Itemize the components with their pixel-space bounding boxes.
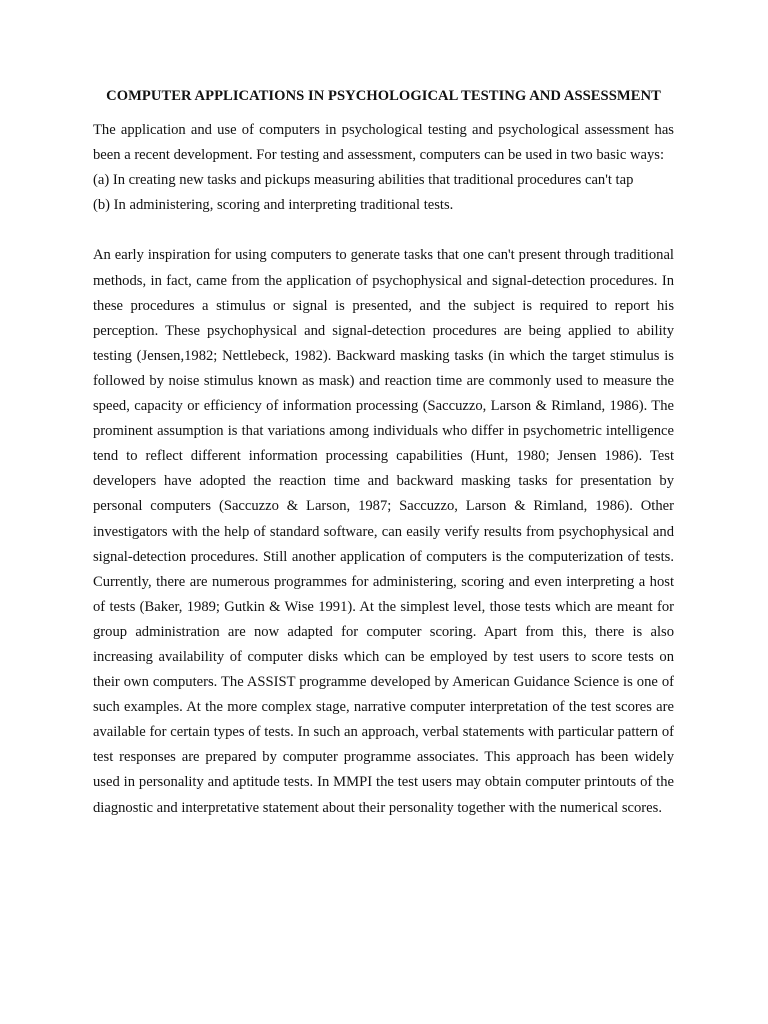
intro-paragraph: The application and use of computers in psychological testing and psychological assessment has been a recent development. For testing and assessment, computers can be used in two basic ways: <box>93 122 674 164</box>
document-body <box>93 86 674 821</box>
document-title: COMPUTER APPLICATIONS IN PSYCHOLOGICAL TESTING AND ASSESSMENT <box>106 88 661 104</box>
list-item-b: (b) In administering, scoring and interpreting traditional tests. <box>93 197 454 214</box>
body-paragraph: An early inspiration for using computers to generate tasks that one can't present through traditional methods, in fact, came from the application of psychophysical and signal-detection procedures. In these procedures a stimulus or signal is presented, and the subject is required to report his perception. These psychophysical and signal-detection procedures are being applied to ability testing (Jensen,1982; Nettlebeck, 1982). Backward masking tasks (in which the target stimulus is followed by noise stimulus known as mask) and reaction time are commonly used to measure the speed, capacity or efficiency of information processing (Saccuzzo, Larson & Rimland, 1986). The prominent assumption is that variations among individuals who differ in psychometric intelligence tend to reflect different information processing capabilities (Hunt, 1980; Jensen 1986). Test developers have adopted the reaction time and backward masking tasks for presentation by personal computers (Saccuzzo & Larson, 1987; Saccuzzo, Larson & Rimland, 1986). Other investigators with the help of standard software, can easily verify results from psychophysical and signal-detection procedures. Still another application of computers is the computerization of tests. Currently, there are numerous programmes for administering, scoring and even interpreting a host of tests (Baker, 1989; Gutkin & Wise 1991). At the simplest level, those tests which are meant for group administration are now adapted for computer scoring. Apart from this, there is also increasing availability of computer disks which can be employed by test users to score tests on their own computers. The ASSIST programme developed by American Guidance Science is one of such examples. At the more complex stage, narrative computer interpretation of the test scores are available for certain types of tests. In such an approach, verbal statements with particular pattern of test responses are prepared by computer programme associates. This approach has been widely used in personality and aptitude tests. In MMPI the test users may obtain computer printouts of the diagnostic and interpretative statement about their personality together with the numerical scores. <box>93 247 674 816</box>
paragraph-spacer <box>93 218 674 243</box>
list-item-a: (a) In creating new tasks and pickups measuring abilities that traditional procedures can't tap <box>93 172 634 189</box>
